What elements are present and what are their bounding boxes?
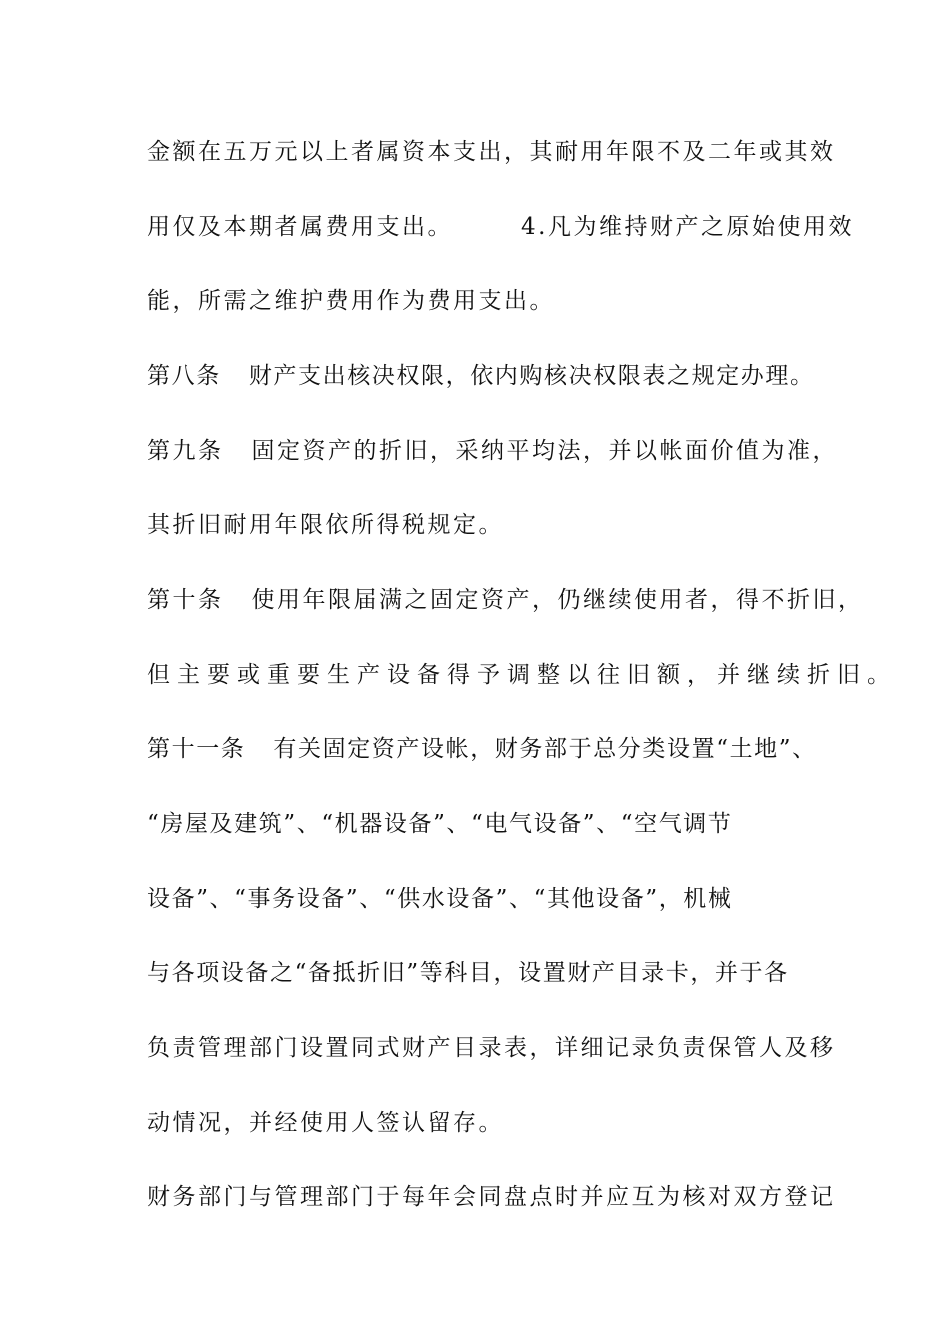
article-heading: 第十条 [147,587,224,613]
text-segment: 与各项设备之“备抵折旧”等科目，设置财产目录卡，并于各 [147,960,789,986]
body-text-line [147,1033,847,1063]
body-text-line [147,660,897,690]
article-body: 财产支出核决权限，依内购核决权限表之规定办理。 [248,363,815,389]
body-text-line [147,1182,847,1212]
article-heading: 第九条 [147,438,224,464]
list-item-4: 4.凡为维持财产之原始使用效 [521,214,854,240]
article-body: 有关固定资产设帐，财务部于总分类设置“土地”、 [273,736,817,762]
text-segment: 用仅及本期者属费用支出。 [147,214,453,240]
text-segment: 动情况，并经使用人签认留存。 [147,1110,504,1136]
text-segment: 但主要或重要生产设备得予调整以往旧额，并继续折旧。 [147,662,897,688]
body-text-line [147,958,847,988]
body-text-line [147,286,847,316]
article-11 [147,734,847,764]
text-segment: 金额在五万元以上者属资本支出，其耐用年限不及二年或其效 [147,139,836,165]
text-segment: 能，所需之维护费用作为费用支出。 [147,288,555,314]
article-10 [147,585,864,615]
text-segment: “房屋及建筑”、“机器设备”、“电气设备”、“空气调节 [147,811,733,837]
article-body: 使用年限届满之固定资产，仍继续使用者，得不折旧， [251,587,864,613]
article-heading: 第八条 [147,363,221,389]
text-segment: 其折旧耐用年限依所得税规定。 [147,512,504,538]
body-text-line [147,884,847,914]
body-text-line [147,212,854,242]
text-segment: 财务部门与管理部门于每年会同盘点时并应互为核对双方登记 [147,1184,836,1210]
article-body: 固定资产的折旧，采纳平均法，并以帐面价值为准， [251,438,838,464]
body-text-line [147,1108,847,1138]
article-9 [147,436,847,466]
text-segment: 设备”、“事务设备”、“供水设备”、“其他设备”，机械 [147,886,733,912]
text-segment: 负责管理部门设置同式财产目录表，详细记录负责保管人及移 [147,1035,836,1061]
body-text-line [147,137,847,167]
article-heading: 第十一条 [147,736,246,762]
body-text-line [147,510,847,540]
article-8 [147,361,847,391]
body-text-line [147,809,847,839]
